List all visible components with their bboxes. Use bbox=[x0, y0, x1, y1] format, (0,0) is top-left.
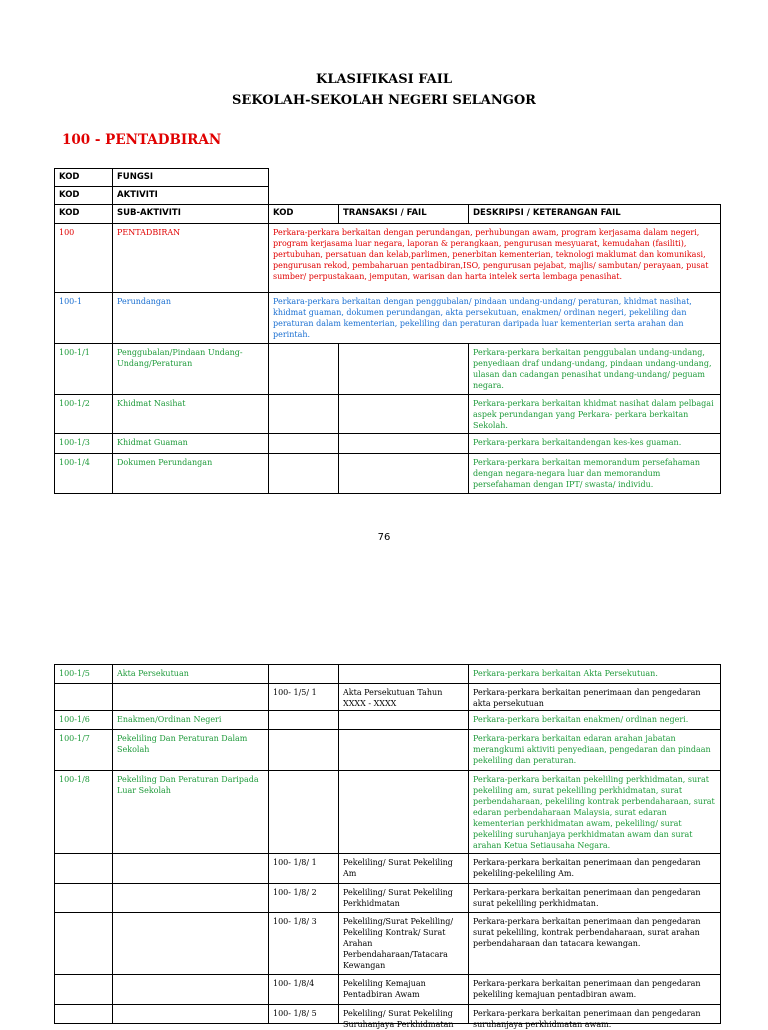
row-kod: 100-1/7 bbox=[54, 729, 113, 771]
row-description: Perkara-perkara berkaitan penerimaan dan pengedaran pekeliling kemajuan pentadbiran awam. bbox=[468, 974, 721, 1005]
empty-cell bbox=[112, 853, 269, 884]
row-description: Perkara-perkara berkaitan penggubalan undang-undang, penyediaan draf undang-undang, pindaan undang-undang, ulasan dan cadangan penasihat undang-undang/ peguam negara. bbox=[468, 343, 721, 395]
row-description: Perkara-perkara berkaitan penerimaan dan pengedaran pekeliling-pekeliling Am. bbox=[468, 853, 721, 884]
row-description: Perkara-perkara berkaitan penerimaan dan pengedaran suruhanjaya perkhidmatan awam. bbox=[468, 1004, 721, 1024]
row-description: Perkara-perkara berkaitan enakmen/ ordinan negeri. bbox=[468, 710, 721, 730]
row-description: Perkara-perkara berkaitan dengan perundangan, perhubungan awam, program kerjasama dalam negeri, program kerjasama luar negara, laporan & perangkaan, pengurusan mesyuarat, kemudahan (fasiliti), pertubuhan, persatuan dan kelab,parlimen, penerbitan kementerian, teknologi maklumat dan komunikasi, pengurusan rekod, pembaharuan pentadbiran,ISO, pengurusan pejabat, majlis/ sambutan/ perayaan, pusat sumber/ perpustakaan, jemputan, warisan dan harta intelek serta lembaga penasihat. bbox=[268, 223, 721, 293]
header-aktiviti: AKTIVITI bbox=[112, 186, 269, 205]
header-kod-sub: KOD bbox=[54, 204, 113, 224]
row-name: Penggubalan/Pindaan Undang-Undang/Peraturan bbox=[112, 343, 269, 395]
header-deskripsi: DESKRIPSI / KETERANGAN FAIL bbox=[468, 204, 721, 224]
row-transaction: Pekeliling/ Surat Pekeliling Suruhanjaya Perkhidmatan bbox=[338, 1004, 469, 1024]
header-fungsi: FUNGSI bbox=[112, 168, 269, 187]
header-kod-fungsi: KOD bbox=[54, 168, 113, 187]
row-name: Dokumen Perundangan bbox=[112, 453, 269, 494]
row-transaction: Pekeliling/Surat Pekeliling/ Pekeliling Kontrak/ Surat Arahan Perbendaharaan/Tatacara Kewangan bbox=[338, 912, 469, 975]
section-heading: 100 - PENTADBIRAN bbox=[62, 132, 222, 148]
empty-cell bbox=[268, 664, 339, 684]
row-name: Perundangan bbox=[112, 292, 269, 344]
header-kod-aktiviti: KOD bbox=[54, 186, 113, 205]
document-title-line1: KLASIFIKASI FAIL bbox=[316, 72, 452, 87]
empty-cell bbox=[54, 1004, 113, 1024]
header-sub-aktiviti: SUB-AKTIVITI bbox=[112, 204, 269, 224]
empty-cell bbox=[268, 710, 339, 730]
empty-cell bbox=[338, 343, 469, 395]
row-description: Perkara-perkara berkaitan edaran arahan jabatan merangkumi aktiviti penyediaan, pengedaran dan pindaan pekeliling dan peraturan. bbox=[468, 729, 721, 771]
empty-cell bbox=[54, 912, 113, 975]
row-file-kod: 100- 1/8/ 5 bbox=[268, 1004, 339, 1024]
row-file-kod: 100- 1/8/4 bbox=[268, 974, 339, 1005]
empty-cell bbox=[338, 394, 469, 434]
row-file-kod: 100- 1/8/ 2 bbox=[268, 883, 339, 913]
row-name: Pekeliling Dan Peraturan Daripada Luar Sekolah bbox=[112, 770, 269, 854]
row-file-kod: 100- 1/8/ 3 bbox=[268, 912, 339, 975]
empty-cell bbox=[268, 343, 339, 395]
empty-cell bbox=[268, 770, 339, 854]
header-transaksi: TRANSAKSI / FAIL bbox=[338, 204, 469, 224]
row-name: Khidmat Guaman bbox=[112, 433, 269, 454]
empty-cell bbox=[338, 453, 469, 494]
row-kod: 100-1/6 bbox=[54, 710, 113, 730]
empty-cell bbox=[338, 770, 469, 854]
row-description: Perkara-perkara berkaitan penerimaan dan pengedaran surat pekeliling, kontrak perbendaharaan, surat arahan perbendaharaan dan tatacara kewangan. bbox=[468, 912, 721, 975]
row-kod: 100 bbox=[54, 223, 113, 293]
empty-cell bbox=[112, 912, 269, 975]
row-description: Perkara-perkara berkaitan khidmat nasihat dalam pelbagai aspek perundangan yang Perkara- perkara berkaitan Sekolah. bbox=[468, 394, 721, 434]
row-description: Perkara-perkara berkaitan dengan penggubalan/ pindaan undang-undang/ peraturan, khidmat nasihat, khidmat guaman, dokumen perundangan, akta persekutuan, enakmen/ ordinan negeri, pekeliling dan peraturan dalam kementerian, pekeliling dan peraturan daripada luar kementerian serta arahan dan perintah. bbox=[268, 292, 721, 344]
page-number: 76 bbox=[377, 532, 391, 543]
empty-cell bbox=[54, 883, 113, 913]
row-kod: 100-1/5 bbox=[54, 664, 113, 684]
empty-cell bbox=[268, 394, 339, 434]
row-file-kod: 100- 1/5/ 1 bbox=[268, 683, 339, 711]
row-name: Pekeliling Dan Peraturan Dalam Sekolah bbox=[112, 729, 269, 771]
empty-cell bbox=[268, 433, 339, 454]
row-file-kod: 100- 1/8/ 1 bbox=[268, 853, 339, 884]
row-description: Perkara-perkara berkaitan penerimaan dan pengedaran akta persekutuan bbox=[468, 683, 721, 711]
empty-cell bbox=[338, 664, 469, 684]
row-transaction: Akta Persekutuan Tahun XXXX - XXXX bbox=[338, 683, 469, 711]
row-description: Perkara-perkara berkaitandengan kes-kes guaman. bbox=[468, 433, 721, 454]
row-kod: 100-1 bbox=[54, 292, 113, 344]
row-transaction: Pekeliling/ Surat Pekeliling Am bbox=[338, 853, 469, 884]
empty-cell bbox=[112, 974, 269, 1005]
empty-cell bbox=[268, 729, 339, 771]
empty-cell bbox=[112, 883, 269, 913]
empty-cell bbox=[338, 729, 469, 771]
empty-cell bbox=[54, 853, 113, 884]
row-description: Perkara-perkara berkaitan pekeliling perkhidmatan, surat pekeliling am, surat pekeliling perkhidmatan, surat perbendaharaan, pekeliling kontrak perbendaharaan, surat edaran perbendaharaan Malaysia, surat edaran kementerian perkhidmatan awam, pekeliling/ surat pekeliling suruhanjaya perkhidmatan awam dan surat arahan Ketua Setiausaha Negara. bbox=[468, 770, 721, 854]
row-kod: 100-1/1 bbox=[54, 343, 113, 395]
empty-cell bbox=[54, 974, 113, 1005]
row-name: Akta Persekutuan bbox=[112, 664, 269, 684]
row-kod: 100-1/4 bbox=[54, 453, 113, 494]
row-transaction: Pekeliling/ Surat Pekeliling Perkhidmatan bbox=[338, 883, 469, 913]
empty-cell bbox=[268, 453, 339, 494]
row-description: Perkara-perkara berkaitan memorandum persefahaman dengan negara-negara luar dan memorandum persefahaman dengan IPT/ swasta/ individu. bbox=[468, 453, 721, 494]
row-kod: 100-1/8 bbox=[54, 770, 113, 854]
row-name: Enakmen/Ordinan Negeri bbox=[112, 710, 269, 730]
empty-cell bbox=[338, 710, 469, 730]
row-transaction: Pekeliling Kemajuan Pentadbiran Awam bbox=[338, 974, 469, 1005]
document-title-line2: SEKOLAH-SEKOLAH NEGERI SELANGOR bbox=[232, 93, 536, 108]
row-description: Perkara-perkara berkaitan penerimaan dan pengedaran surat pekeliling perkhidmatan. bbox=[468, 883, 721, 913]
row-name: Khidmat Nasihat bbox=[112, 394, 269, 434]
row-kod: 100-1/2 bbox=[54, 394, 113, 434]
header-kod-transaksi: KOD bbox=[268, 204, 339, 224]
empty-cell bbox=[112, 683, 269, 711]
row-name: PENTADBIRAN bbox=[112, 223, 269, 293]
row-kod: 100-1/3 bbox=[54, 433, 113, 454]
row-description: Perkara-perkara berkaitan Akta Persekutuan. bbox=[468, 664, 721, 684]
empty-cell bbox=[112, 1004, 269, 1024]
empty-cell bbox=[338, 433, 469, 454]
empty-cell bbox=[54, 683, 113, 711]
